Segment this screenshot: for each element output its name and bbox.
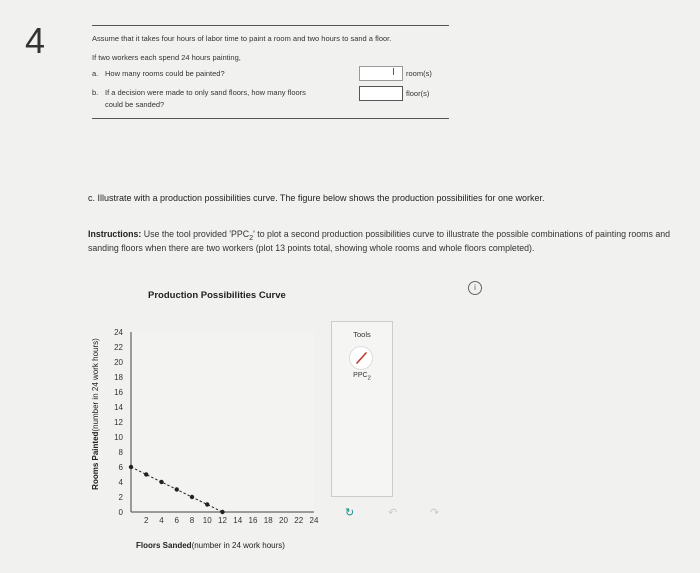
y-tick-label: 14 (114, 403, 123, 412)
y-tick-label: 22 (114, 343, 123, 352)
x-tick-label: 2 (144, 516, 149, 525)
info-icon[interactable]: i (468, 281, 482, 295)
x-tick-label: 16 (248, 516, 258, 525)
x-axis-label-rest: (number in 24 work hours) (191, 541, 285, 550)
instructions-post: ' to plot a second production possibilities curve to illustrate the possible combinations of painting rooms and sanding floors when there are two workers (plot 13 points total, showing whole rooms and whole floors completed). (88, 229, 670, 254)
x-tick-label: 10 (202, 516, 212, 525)
floors-unit-label: floor(s) (406, 89, 430, 98)
part-b-question-line-1: If a decision were made to only sand floors, how many floors (105, 88, 306, 97)
y-tick-label: 20 (114, 358, 123, 367)
y-tick-label: 10 (114, 433, 123, 442)
y-tick-label: 12 (114, 418, 123, 427)
part-c-text: c. Illustrate with a production possibilities curve. The figure below shows the production possibilities for one worker. (88, 193, 545, 203)
y-tick-label: 2 (118, 493, 123, 502)
ppc2-tool-sub: 2 (367, 375, 371, 382)
part-a-letter: a. (92, 69, 99, 78)
origin-label: 0 (118, 508, 123, 517)
y-tick-label: 18 (114, 373, 123, 382)
y-axis-label-rest: (number in 24 work hours) (91, 338, 100, 432)
instructions-pre: Use the tool provided 'PPC (141, 229, 250, 239)
undo-icon[interactable]: ↶ (388, 507, 398, 519)
ppc1-point (205, 502, 209, 506)
ppc2-tool-button[interactable] (349, 346, 373, 370)
x-tick-label: 4 (159, 516, 164, 525)
tools-panel (331, 321, 393, 497)
pencil-icon (350, 347, 372, 369)
part-b-question-line-2: could be sanded? (105, 100, 165, 109)
tools-label: Tools (353, 330, 371, 339)
x-tick-label: 22 (294, 516, 304, 525)
x-tick-label: 18 (263, 516, 273, 525)
x-tick-label: 6 (174, 516, 179, 525)
x-tick-label: 12 (218, 516, 227, 525)
intro-line-2: If two workers each spend 24 hours painting, (92, 53, 241, 62)
x-axis-label-bold: Floors Sanded (136, 541, 192, 550)
x-tick-label: 14 (233, 516, 243, 525)
x-tick-label: 20 (279, 516, 288, 525)
chart-title: Production Possibilities Curve (148, 290, 286, 301)
y-tick-label: 4 (118, 478, 123, 487)
redo-icon[interactable]: ↷ (430, 507, 440, 519)
y-tick-label: 16 (114, 388, 123, 397)
y-tick-label: 6 (118, 463, 123, 472)
x-tick-label: 24 (309, 516, 319, 525)
question-number: 4 (25, 20, 46, 61)
ppc1-point (175, 487, 179, 491)
part-a-question: How many rooms could be painted? (105, 69, 225, 78)
rooms-unit-label: room(s) (406, 69, 432, 78)
ppc1-point (190, 495, 194, 499)
reset-icon[interactable]: ↻ (345, 507, 355, 519)
y-axis-label (91, 338, 100, 490)
instructions-sub: 2 (249, 232, 254, 242)
x-tick-label: 8 (189, 516, 195, 525)
intro-line-1: Assume that it takes four hours of labor time to paint a room and two hours to sand a floor. (92, 34, 392, 43)
ppc1-point (159, 480, 163, 484)
ppc2-tool-name: PPC (353, 372, 368, 379)
ppc1-point (220, 510, 224, 514)
y-axis-label-bold: Rooms Painted (91, 431, 100, 490)
text-cursor-icon: I (392, 67, 395, 78)
ppc1-point (129, 465, 133, 469)
y-tick-label: 24 (114, 328, 123, 337)
y-tick-label: 8 (118, 448, 123, 457)
ppc2-tool-label (332, 372, 392, 381)
plot-area (131, 332, 314, 512)
part-b-letter: b. (92, 88, 99, 97)
ppc1-point (144, 472, 148, 476)
instructions-label: Instructions: (88, 229, 142, 239)
x-axis-label (136, 541, 285, 550)
